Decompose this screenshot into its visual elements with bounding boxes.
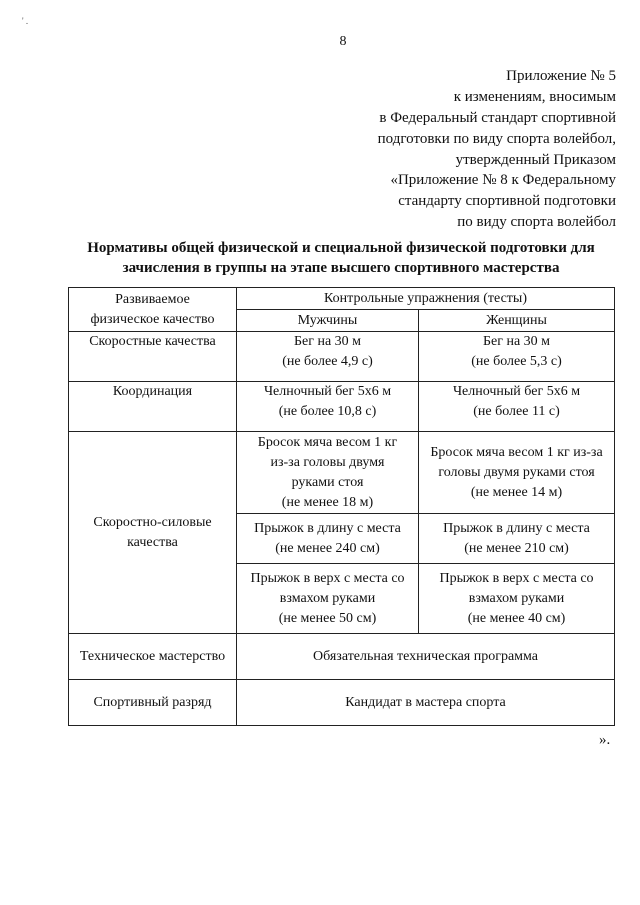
cell-line: взмахом руками	[468, 590, 565, 606]
table-row	[69, 382, 615, 432]
cell-line: Прыжок в длину с места	[254, 520, 401, 536]
header-men-cell: Мужчины	[237, 310, 419, 332]
quality-cell: Техническое мастерство	[69, 634, 237, 680]
men-cell	[237, 432, 419, 514]
appendix-header-line: подготовки по виду спорта волейбол,	[377, 131, 616, 147]
cell-line: Прыжок в верх с места со	[439, 570, 594, 586]
cell-line: Бег на 30 м	[482, 334, 551, 349]
quality-cell: Координация	[69, 382, 237, 432]
header-quality-cell	[69, 288, 237, 332]
table-header-row	[69, 288, 615, 310]
cell-line: Скоростно-силовые	[93, 514, 212, 530]
men-cell	[237, 332, 419, 382]
closing-quote: ».	[599, 732, 611, 748]
cell-line: (не менее 40 см)	[467, 610, 566, 626]
cell-line: Бросок мяча весом 1 кг из-за	[430, 444, 603, 460]
appendix-header	[378, 66, 616, 171]
cell-line: руками стоя	[291, 474, 364, 490]
quality-cell: Скоростные качества	[69, 332, 237, 382]
women-cell	[419, 382, 615, 432]
cell-line: (не менее 18 м)	[281, 494, 374, 510]
quality-cell	[69, 432, 237, 634]
cell-line: (не более 4,9 с)	[282, 354, 373, 369]
cell-line: Бросок мяча весом 1 кг	[257, 434, 398, 450]
appendix-header-line: утвержденный Приказом	[455, 152, 616, 168]
appendix-header-line: Приложение № 5	[506, 68, 616, 84]
women-cell	[419, 514, 615, 564]
page-number: 8	[339, 34, 347, 49]
appendix-header-line: в Федеральный стандарт спортивной	[379, 110, 616, 126]
cell-line: Бег на 30 м	[293, 334, 362, 349]
cell-line: (не менее 50 см)	[278, 610, 377, 626]
appendix-reference-line: «Приложение № 8 к Федеральному	[390, 172, 616, 188]
quality-cell: Спортивный разряд	[69, 680, 237, 726]
appendix-reference-line: по виду спорта волейбол	[457, 214, 616, 230]
document-title	[68, 238, 614, 278]
cell-line: головы двумя руками стоя	[438, 464, 595, 480]
table-row	[69, 332, 615, 382]
cell-line: Челночный бег 5х6 м	[263, 384, 392, 399]
women-cell	[419, 332, 615, 382]
cell-line: (не менее 210 см)	[464, 540, 569, 556]
women-cell	[419, 432, 615, 514]
cell-line: Прыжок в верх с места со	[250, 570, 405, 586]
requirement-cell: Обязательная техническая программа	[237, 634, 615, 680]
cell-line: (не менее 240 см)	[275, 540, 380, 556]
cell-line: из-за головы двумя	[270, 454, 385, 470]
appendix-reference	[390, 170, 616, 233]
header-tests-cell: Контрольные упражнения (тесты)	[237, 288, 615, 310]
header-quality-line: физическое качество	[90, 311, 215, 327]
men-cell	[237, 564, 419, 634]
cell-line: (не более 11 с)	[473, 404, 560, 419]
cell-line: (не менее 14 м)	[470, 484, 563, 500]
table-row	[69, 432, 615, 514]
cell-line: взмахом руками	[279, 590, 376, 606]
scan-mark: ' .	[22, 16, 29, 26]
cell-line: (не более 5,3 с)	[471, 354, 562, 369]
men-cell	[237, 514, 419, 564]
header-women-cell: Женщины	[419, 310, 615, 332]
cell-line: Челночный бег 5х6 м	[452, 384, 581, 399]
cell-line: качества	[127, 534, 178, 550]
appendix-header-line: к изменениям, вносимым	[453, 89, 616, 105]
requirement-cell: Кандидат в мастера спорта	[237, 680, 615, 726]
appendix-reference-line: стандарту спортивной подготовки	[398, 193, 616, 209]
header-quality-line: Развиваемое	[115, 291, 190, 307]
cell-line: (не более 10,8 с)	[278, 404, 377, 419]
men-cell	[237, 382, 419, 432]
table-row	[69, 634, 615, 680]
table-row	[69, 680, 615, 726]
document-title-line: Нормативы общей физической и специальной физической подготовки для	[87, 240, 595, 256]
cell-line: Прыжок в длину с места	[443, 520, 590, 536]
document-title-line: зачисления в группы на этапе высшего спортивного мастерства	[122, 260, 560, 276]
norms-table	[68, 287, 615, 726]
women-cell	[419, 564, 615, 634]
